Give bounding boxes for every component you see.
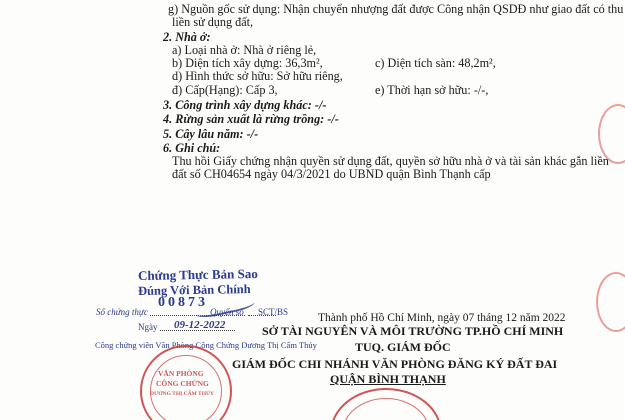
section-2-title: 2. Nhà ở: <box>163 30 211 44</box>
issuing-organization: SỞ TÀI NGUYÊN VÀ MÔI TRƯỜNG TP.HỒ CHÍ MINH <box>262 324 564 338</box>
so-chung-thuc-label: Số chứng thực <box>96 307 148 317</box>
sct-label: SCT/BS <box>258 307 289 317</box>
notary-seal <box>140 345 232 420</box>
section-6-title: 6. Ghi chú: <box>163 141 221 155</box>
notary-seal-line-1: VĂN PHÒNG <box>158 369 204 378</box>
cert-stamp-line-2: Đúng Với Bản Chính <box>137 282 251 298</box>
item-b: b) Diện tích xây dựng: 36,3m², <box>172 56 323 70</box>
issue-date-line: Thành phố Hồ Chí Minh, ngày 07 tháng 12 năm 2022 <box>318 312 566 324</box>
item-dd: đ) Cấp(Hạng): Cấp 3, <box>172 83 278 97</box>
quyen-so-label: Quyển số <box>210 307 244 317</box>
ngay-label: Ngày <box>138 322 158 332</box>
signer-title-2: QUẬN BÌNH THẠNH <box>330 372 446 386</box>
note-line-2: đất số CH04654 ngày 04/3/2021 do UBND quận Bình Thạnh cấp <box>172 167 491 181</box>
item-d: d) Hình thức sở hữu: Sở hữu riêng, <box>172 69 343 83</box>
ngay-value: 09-12-2022 <box>174 319 226 331</box>
agency-seal-inner-ring <box>342 398 430 420</box>
cong-chung-vien-line: Công chứng viên Văn Phòng Công Chứng Dương Thị Cẩm Thủy <box>95 340 317 350</box>
tuq-giam-doc: TUQ. GIÁM ĐỐC <box>355 340 451 354</box>
line-g: g) Nguồn gốc sử dụng: Nhận chuyển nhượng đất được Công nhận QSDĐ như giao đất có thu <box>168 2 624 16</box>
item-c: c) Diện tích sàn: 48,2m², <box>375 56 496 70</box>
item-e: e) Thời hạn sở hữu: -/-, <box>375 83 489 97</box>
so-chung-thuc-value: 00873 <box>158 295 208 310</box>
edge-seal-bottom <box>596 272 625 332</box>
note-line-1: Thu hồi Giấy chứng nhận quyền sử dụng đất, quyền sở hữu nhà ở và tài sản khác gắn liền <box>172 154 609 168</box>
item-a: a) Loại nhà ở: Nhà ở riêng lẻ, <box>172 43 317 57</box>
cert-stamp-line-1: Chứng Thực Bản Sao <box>137 265 258 284</box>
section-5: 5. Cây lâu năm: -/- <box>163 127 259 141</box>
line-g-cont: liền sử dụng đất, <box>172 15 254 29</box>
agency-seal <box>330 388 442 420</box>
section-4: 4. Rừng sản xuất là rừng trồng: -/- <box>163 112 339 126</box>
section-3: 3. Công trình xây dựng khác: -/- <box>163 98 327 112</box>
notary-seal-line-2: CÔNG CHỨNG <box>156 379 209 388</box>
notary-seal-line-3: DƯƠNG THỊ CẨM THỦY <box>150 391 214 397</box>
signer-title-1: GIÁM ĐỐC CHI NHÁNH VĂN PHÒNG ĐĂNG KÝ ĐẤT ĐAI <box>232 357 558 371</box>
